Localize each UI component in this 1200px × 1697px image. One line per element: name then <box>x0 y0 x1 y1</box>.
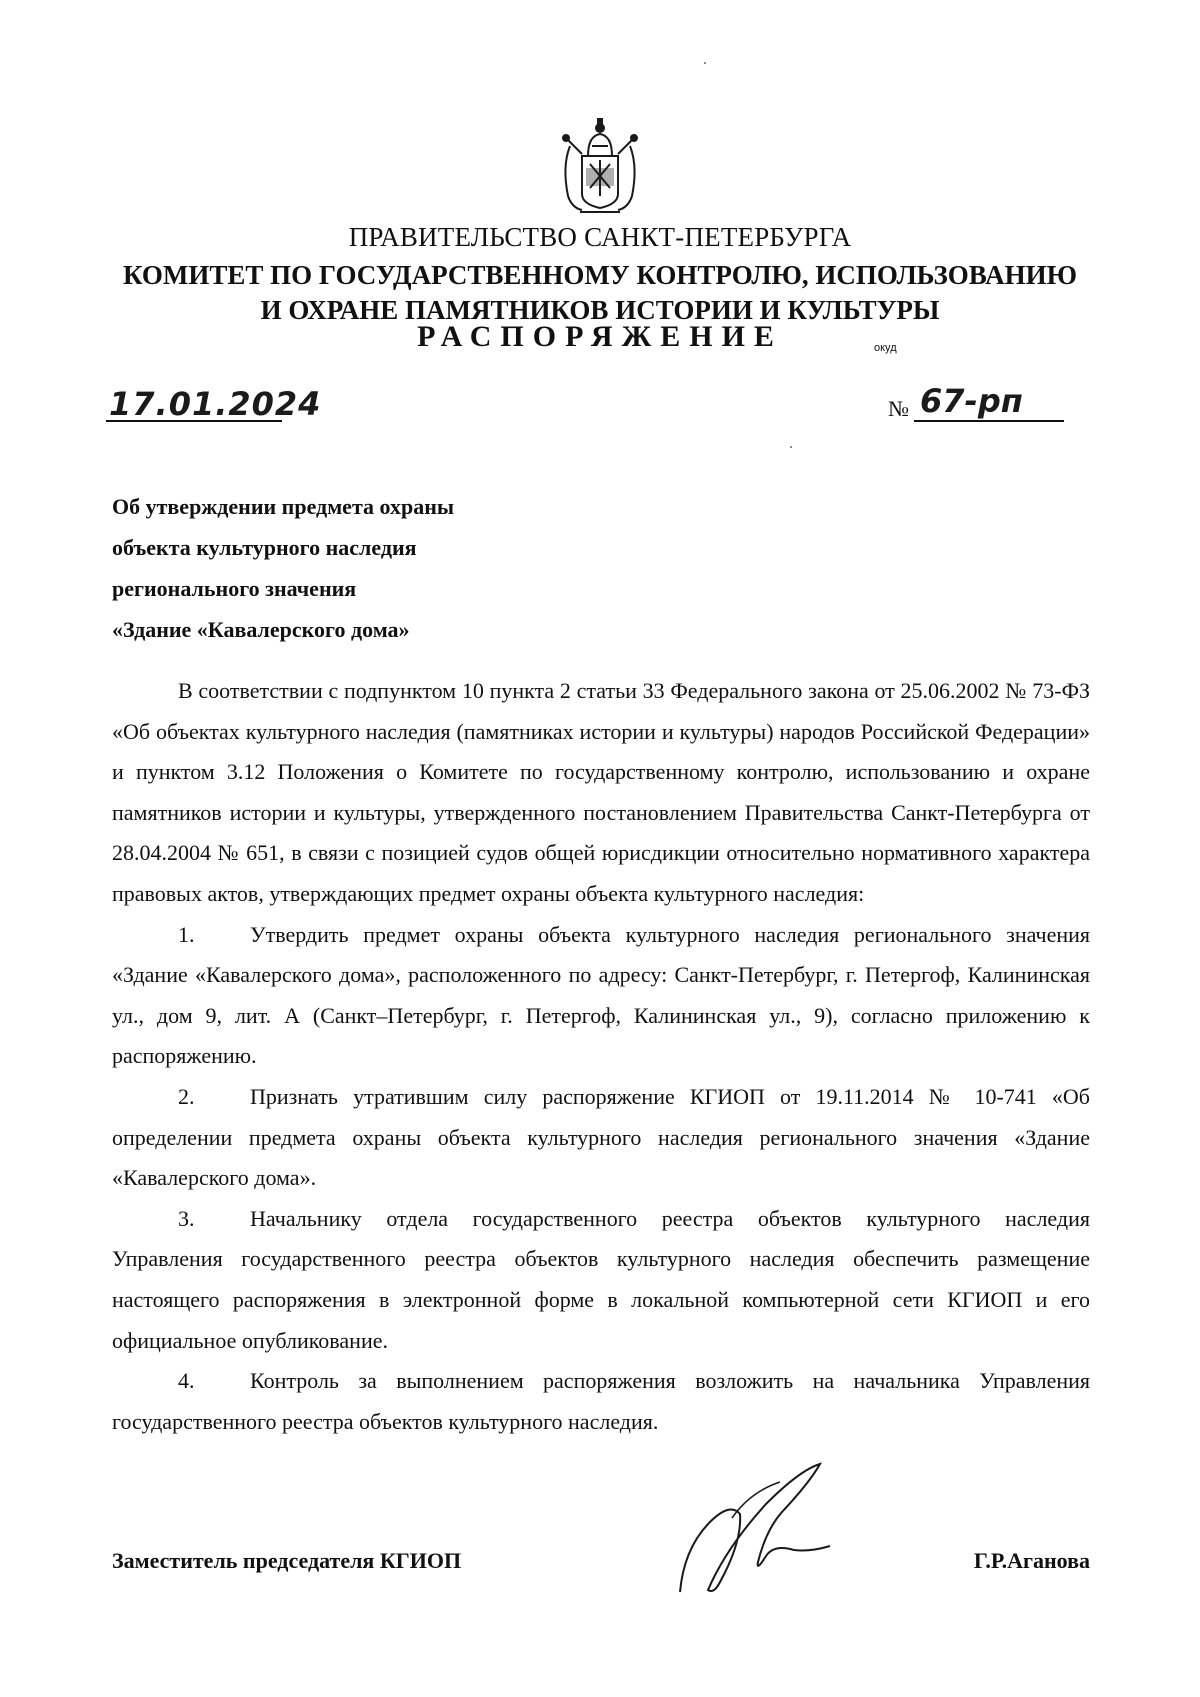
body-item-2 <box>112 1077 1090 1199</box>
item-number: 4. <box>178 1368 195 1394</box>
coat-of-arms-icon <box>552 116 648 216</box>
scan-speck <box>790 446 792 448</box>
committee-name-line-1: КОМИТЕТ ПО ГОСУДАРСТВЕННОМУ КОНТРОЛЮ, ИСПОЛЬЗОВАНИЮ <box>123 260 1077 290</box>
order-body <box>112 671 1090 1442</box>
government-name: ПРАВИТЕЛЬСТВО САНКТ-ПЕТЕРБУРГА <box>348 222 852 252</box>
subject-line: Об утверждении предмета охраны <box>112 494 455 519</box>
subject-line: объекта культурного наследия <box>112 535 417 560</box>
body-item-1 <box>112 915 1090 1077</box>
item-number: 2. <box>178 1083 195 1109</box>
signatory-title: Заместитель председателя КГИОП <box>112 1548 462 1573</box>
item-text: Начальнику отдела государственного реестра объектов культурного наследия Управления государственного реестра объектов культурного наследия обеспечить размещение настоящего распоряжения в электронной форме в локальной компьютерной сети КГИОП и его официальное опубликование. <box>112 1205 1090 1353</box>
document-type-title: РАСПОРЯЖЕНИЕ <box>417 320 783 353</box>
order-number-label: № <box>888 396 909 421</box>
order-number: 67-рп <box>920 382 1023 420</box>
signatory-name: Г.Р.Аганова <box>973 1548 1090 1573</box>
item-text: Признать утратившим силу распоряжение КГИОП от 19.11.2014 № 10-741 «Об определении предмета охраны объекта культурного наследия регионального значения «Здание «Кавалерского дома». <box>112 1083 1090 1191</box>
okud-label: окуд <box>874 342 897 354</box>
body-intro-paragraph: В соответствии с подпунктом 10 пункта 2 статьи 33 Федерального закона от 25.06.2002 № 73-ФЗ «Об объектах культурного наследия (памятниках истории и культуры) народов Российской Федерации» и пунктом 3.12 Положения о Комитете по государственному контролю, использованию и охране памятников истории и культуры, утвержденного постановлением Правительства Санкт-Петербурга от 28.04.2004 № 651, в связи с позицией судов общей юрисдикции относительно нормативного характера правовых актов, утверждающих предмет охраны объекта культурного наследия: <box>112 678 1090 906</box>
order-date: 17.01.2024 <box>109 385 322 423</box>
body-item-4 <box>112 1361 1090 1442</box>
order-subject <box>112 486 712 650</box>
body-item-3 <box>112 1199 1090 1361</box>
committee-name-line-2: И ОХРАНЕ ПАМЯТНИКОВ ИСТОРИИ И КУЛЬТУРЫ <box>260 295 940 325</box>
subject-line: «Здание «Кавалерского дома» <box>112 617 410 642</box>
number-underline <box>914 420 1064 422</box>
handwritten-signature <box>670 1452 850 1602</box>
item-text: Контроль за выполнением распоряжения возложить на начальника Управления государственного реестра объектов культурного наследия. <box>112 1368 1090 1434</box>
item-text: Утвердить предмет охраны объекта культурного наследия регионального значения «Здание «Кавалерского дома», расположенного по адресу: Санкт-Петербург, г. Петергоф, Калининская ул., дом 9, лит. А (Санкт–Петербург, г. Петергоф, Калининская ул., 9), согласно приложению к распоряжению. <box>112 921 1090 1069</box>
item-number: 3. <box>178 1205 195 1231</box>
scan-speck <box>704 62 706 64</box>
subject-line: регионального значения <box>112 576 357 601</box>
committee-name <box>0 258 1200 328</box>
date-underline <box>106 420 282 422</box>
item-number: 1. <box>178 921 195 947</box>
